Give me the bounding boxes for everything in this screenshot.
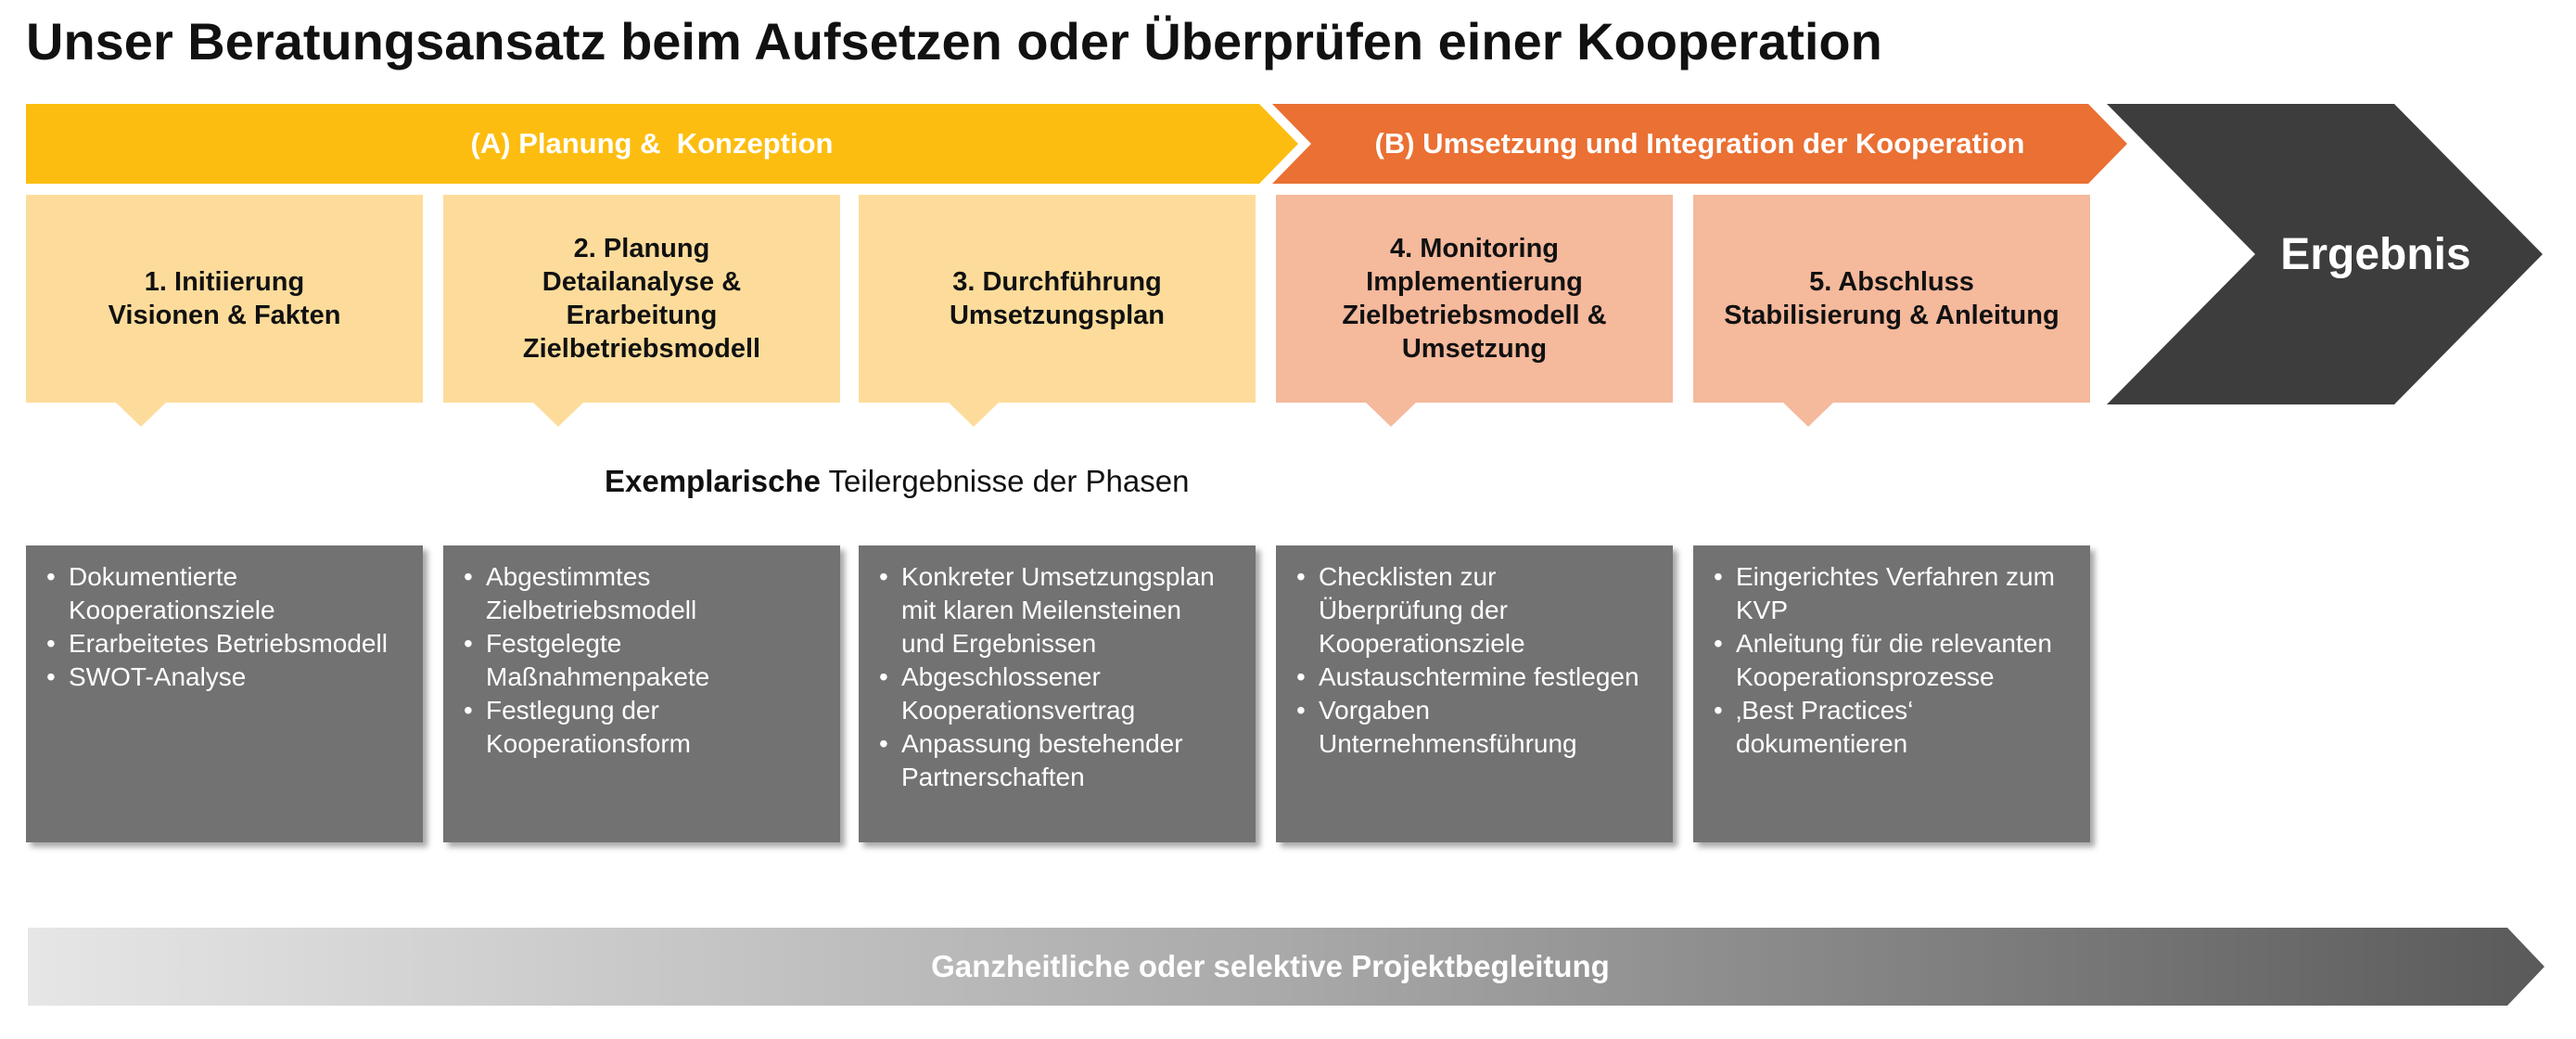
project-support-label: Ganzheitliche oder selektive Projektbegleitung [931,949,1610,983]
result-card-3 [859,545,1256,842]
phase-5-pointer [1782,402,1834,427]
phase-group-a-label: (A) Planung & Konzeption [470,127,834,160]
list-item: • ‚Best Practices‘ dokumentieren [1712,694,2081,761]
phase-3-text: 3. Durchführung Umsetzungsplan [949,267,1166,330]
list-item: • Checklisten zur Überprüfung der Kooperationsziele [1294,560,1664,661]
result-card-5 [1693,545,2090,842]
list-item: • Dokumentierte Kooperationsziele [45,560,414,627]
list-item: • Erarbeitetes Betriebsmodell [45,627,414,661]
list-item: • Anpassung bestehender Partnerschaften [877,727,1246,794]
phase-3-pointer [948,402,1000,427]
result-card-1 [26,545,423,842]
phase-group-a-banner [26,104,1298,184]
phase-5-text: 5. Abschluss Stabilisierung & Anleitung [1724,267,2060,330]
phase-box-3 [859,195,1256,427]
result-card-4 [1276,545,1673,842]
phase-box-5 [1693,195,2090,427]
phase-4-pointer [1365,402,1417,427]
project-support-arrow [28,928,2544,1006]
list-item: • Abgeschlossener Kooperationsvertrag [877,661,1246,727]
page-title: Unser Beratungsansatz beim Aufsetzen oder Überprüfen einer Kooperation [26,12,1882,71]
list-item: • Austauschtermine festlegen [1294,661,1664,694]
result-chevron [2107,104,2543,404]
phase-1-pointer [115,402,167,427]
phase-box-2 [443,195,840,427]
list-item: • Vorgaben Unternehmensführung [1294,694,1664,761]
list-item: • Anleitung für die relevanten Kooperationsprozesse [1712,627,2081,694]
phase-4-text: 4. Monitoring Implementierung Zielbetriebsmodell & Umsetzung [1342,234,1607,364]
phase-box-1 [26,195,423,427]
list-item: • Konkreter Umsetzungsplan mit klaren Meilensteinen und Ergebnissen [877,560,1246,661]
subtitle-bold: Exemplarische [605,464,821,498]
phase-group-b-banner [1272,104,2127,184]
subtitle-rest: Teilergebnisse der Phasen [820,464,1190,498]
list-item: • Festlegung der Kooperationsform [462,694,831,761]
list-item: • Abgestimmtes Zielbetriebsmodell [462,560,831,627]
phase-2-pointer [532,402,584,427]
list-item: • Eingerichtes Verfahren zum KVP [1712,560,2081,627]
results-subtitle [605,464,1189,499]
list-item: • SWOT-Analyse [45,661,414,694]
phase-1-text: 1. Initiierung Visionen & Fakten [108,267,341,330]
result-label: Ergebnis [2280,229,2471,279]
result-card-2 [443,545,840,842]
phase-box-4 [1276,195,1673,427]
list-item: • Festgelegte Maßnahmenpakete [462,627,831,694]
phase-group-b-label: (B) Umsetzung und Integration der Kooperation [1374,127,2025,160]
phase-2-text: 2. Planung Detailanalyse & Erarbeitung Zielbetriebsmodell [522,234,761,364]
